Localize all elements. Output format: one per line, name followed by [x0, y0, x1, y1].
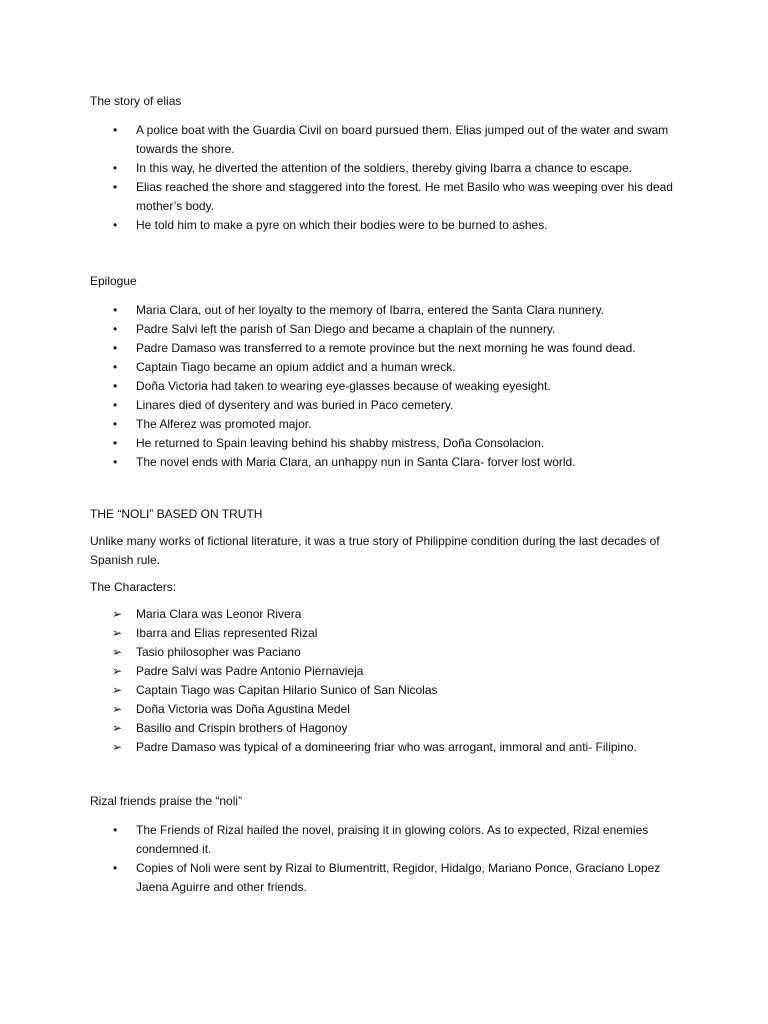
document-page	[90, 92, 680, 897]
list-item-text: Maria Clara, out of her loyalty to the memory of Ibarra, entered the Santa Clara nunnery.	[136, 303, 605, 317]
arrow-bullet-icon: ➢	[112, 626, 123, 640]
list-item-text: The novel ends with Maria Clara, an unhappy nun in Santa Clara- forver lost world.	[136, 455, 576, 469]
bullet-icon: •	[113, 322, 118, 336]
list-item-text: Ibarra and Elias represented Rizal	[136, 626, 318, 640]
bullet-icon: •	[113, 341, 118, 355]
list-item-text: Padre Damaso was transferred to a remote province but the next morning he was found dead.	[136, 341, 636, 355]
bullet-list	[90, 121, 680, 235]
bullet-icon: •	[113, 455, 118, 469]
list-item-text: A police boat with the Guardia Civil on board pursued them. Elias jumped out of the water and swam towards the shore.	[136, 123, 669, 156]
list-item	[90, 719, 680, 738]
list-item-text: Elias reached the shore and staggered into the forest. He met Basilo who was weeping over his dead mother’s body.	[136, 180, 673, 213]
list-item	[90, 605, 680, 624]
list-item	[90, 738, 680, 757]
bullet-icon: •	[113, 123, 118, 137]
section-story-of-elias	[90, 92, 680, 235]
list-item-text: The Friends of Rizal hailed the novel, praising it in glowing colors. As to expected, Rizal enemies condemned it.	[136, 823, 649, 856]
list-item	[90, 681, 680, 700]
bullet-icon: •	[113, 379, 118, 393]
section-heading: THE “NOLI” BASED ON TRUTH	[90, 507, 263, 521]
list-item	[90, 178, 680, 216]
bullet-icon: •	[113, 218, 118, 232]
arrow-bullet-icon: ➢	[112, 607, 123, 621]
bullet-list	[90, 821, 680, 897]
list-item-text: Copies of Noli were sent by Rizal to Blumentritt, Regidor, Hidalgo, Mariano Ponce, Graciano Lopez Jaena Aguirre and other friends.	[136, 861, 661, 894]
list-item-text: Doña Victoria was Doña Agustina Medel	[136, 702, 350, 716]
section-noli-based-on-truth	[90, 505, 680, 757]
bullet-icon: •	[113, 303, 118, 317]
list-item	[90, 301, 680, 320]
bullet-icon: •	[113, 417, 118, 431]
list-item	[90, 358, 680, 377]
list-item-text: Basilio and Crispin brothers of Hagonoy	[136, 721, 348, 735]
arrow-bullet-icon: ➢	[112, 683, 123, 697]
bullet-icon: •	[113, 398, 118, 412]
section-epilogue	[90, 272, 680, 472]
bullet-icon: •	[113, 360, 118, 374]
list-item	[90, 453, 680, 472]
list-item	[90, 320, 680, 339]
section-heading: Epilogue	[90, 274, 137, 288]
list-item	[90, 643, 680, 662]
section-heading: Rizal friends praise the “noli”	[90, 794, 243, 808]
list-item	[90, 339, 680, 358]
arrow-list	[90, 605, 680, 757]
bullet-icon: •	[113, 180, 118, 194]
bullet-icon: •	[113, 861, 118, 875]
list-item	[90, 377, 680, 396]
list-item-text: Maria Clara was Leonor Rivera	[136, 607, 302, 621]
bullet-icon: •	[113, 161, 118, 175]
list-item-text: Padre Salvi was Padre Antonio Piernavieja	[136, 664, 364, 678]
list-item-text: In this way, he diverted the attention of the soldiers, thereby giving Ibarra a chance to escape.	[136, 161, 633, 175]
list-item	[90, 859, 680, 897]
list-item	[90, 121, 680, 159]
arrow-bullet-icon: ➢	[112, 740, 123, 754]
arrow-bullet-icon: ➢	[112, 645, 123, 659]
list-item-text: Captain Tiago became an opium addict and a human wreck.	[136, 360, 456, 374]
list-item-text: Doña Victoria had taken to wearing eye-glasses because of weaking eyesight.	[136, 379, 551, 393]
list-item	[90, 821, 680, 859]
list-item-text: He returned to Spain leaving behind his shabby mistress, Doña Consolacion.	[136, 436, 545, 450]
arrow-bullet-icon: ➢	[112, 721, 123, 735]
list-item	[90, 434, 680, 453]
list-item-text: Linares died of dysentery and was buried in Paco cemetery.	[136, 398, 454, 412]
section-paragraph: Unlike many works of fictional literature, it was a true story of Philippine condition during the last decades of Spanish rule.	[90, 534, 660, 567]
bullet-icon: •	[113, 823, 118, 837]
list-item-text: He told him to make a pyre on which their bodies were to be burned to ashes.	[136, 218, 548, 232]
list-item	[90, 700, 680, 719]
bullet-icon: •	[113, 436, 118, 450]
list-item	[90, 216, 680, 235]
arrow-bullet-icon: ➢	[112, 664, 123, 678]
section-subheading: The Characters:	[90, 580, 177, 594]
list-item-text: Padre Salvi left the parish of San Diego and became a chaplain of the nunnery.	[136, 322, 556, 336]
list-item-text: Tasio philosopher was Paciano	[136, 645, 301, 659]
list-item	[90, 396, 680, 415]
bullet-list	[90, 301, 680, 472]
list-item-text: Padre Damaso was typical of a domineering friar who was arrogant, immoral and anti- Filipino.	[136, 740, 637, 754]
section-heading: The story of elias	[90, 94, 182, 108]
list-item	[90, 415, 680, 434]
arrow-bullet-icon: ➢	[112, 702, 123, 716]
list-item-text: Captain Tiago was Capitan Hilario Sunico of San Nicolas	[136, 683, 438, 697]
list-item	[90, 159, 680, 178]
list-item	[90, 662, 680, 681]
section-rizal-friends-praise	[90, 792, 680, 897]
list-item-text: The Alferez was promoted major.	[136, 417, 312, 431]
list-item	[90, 624, 680, 643]
